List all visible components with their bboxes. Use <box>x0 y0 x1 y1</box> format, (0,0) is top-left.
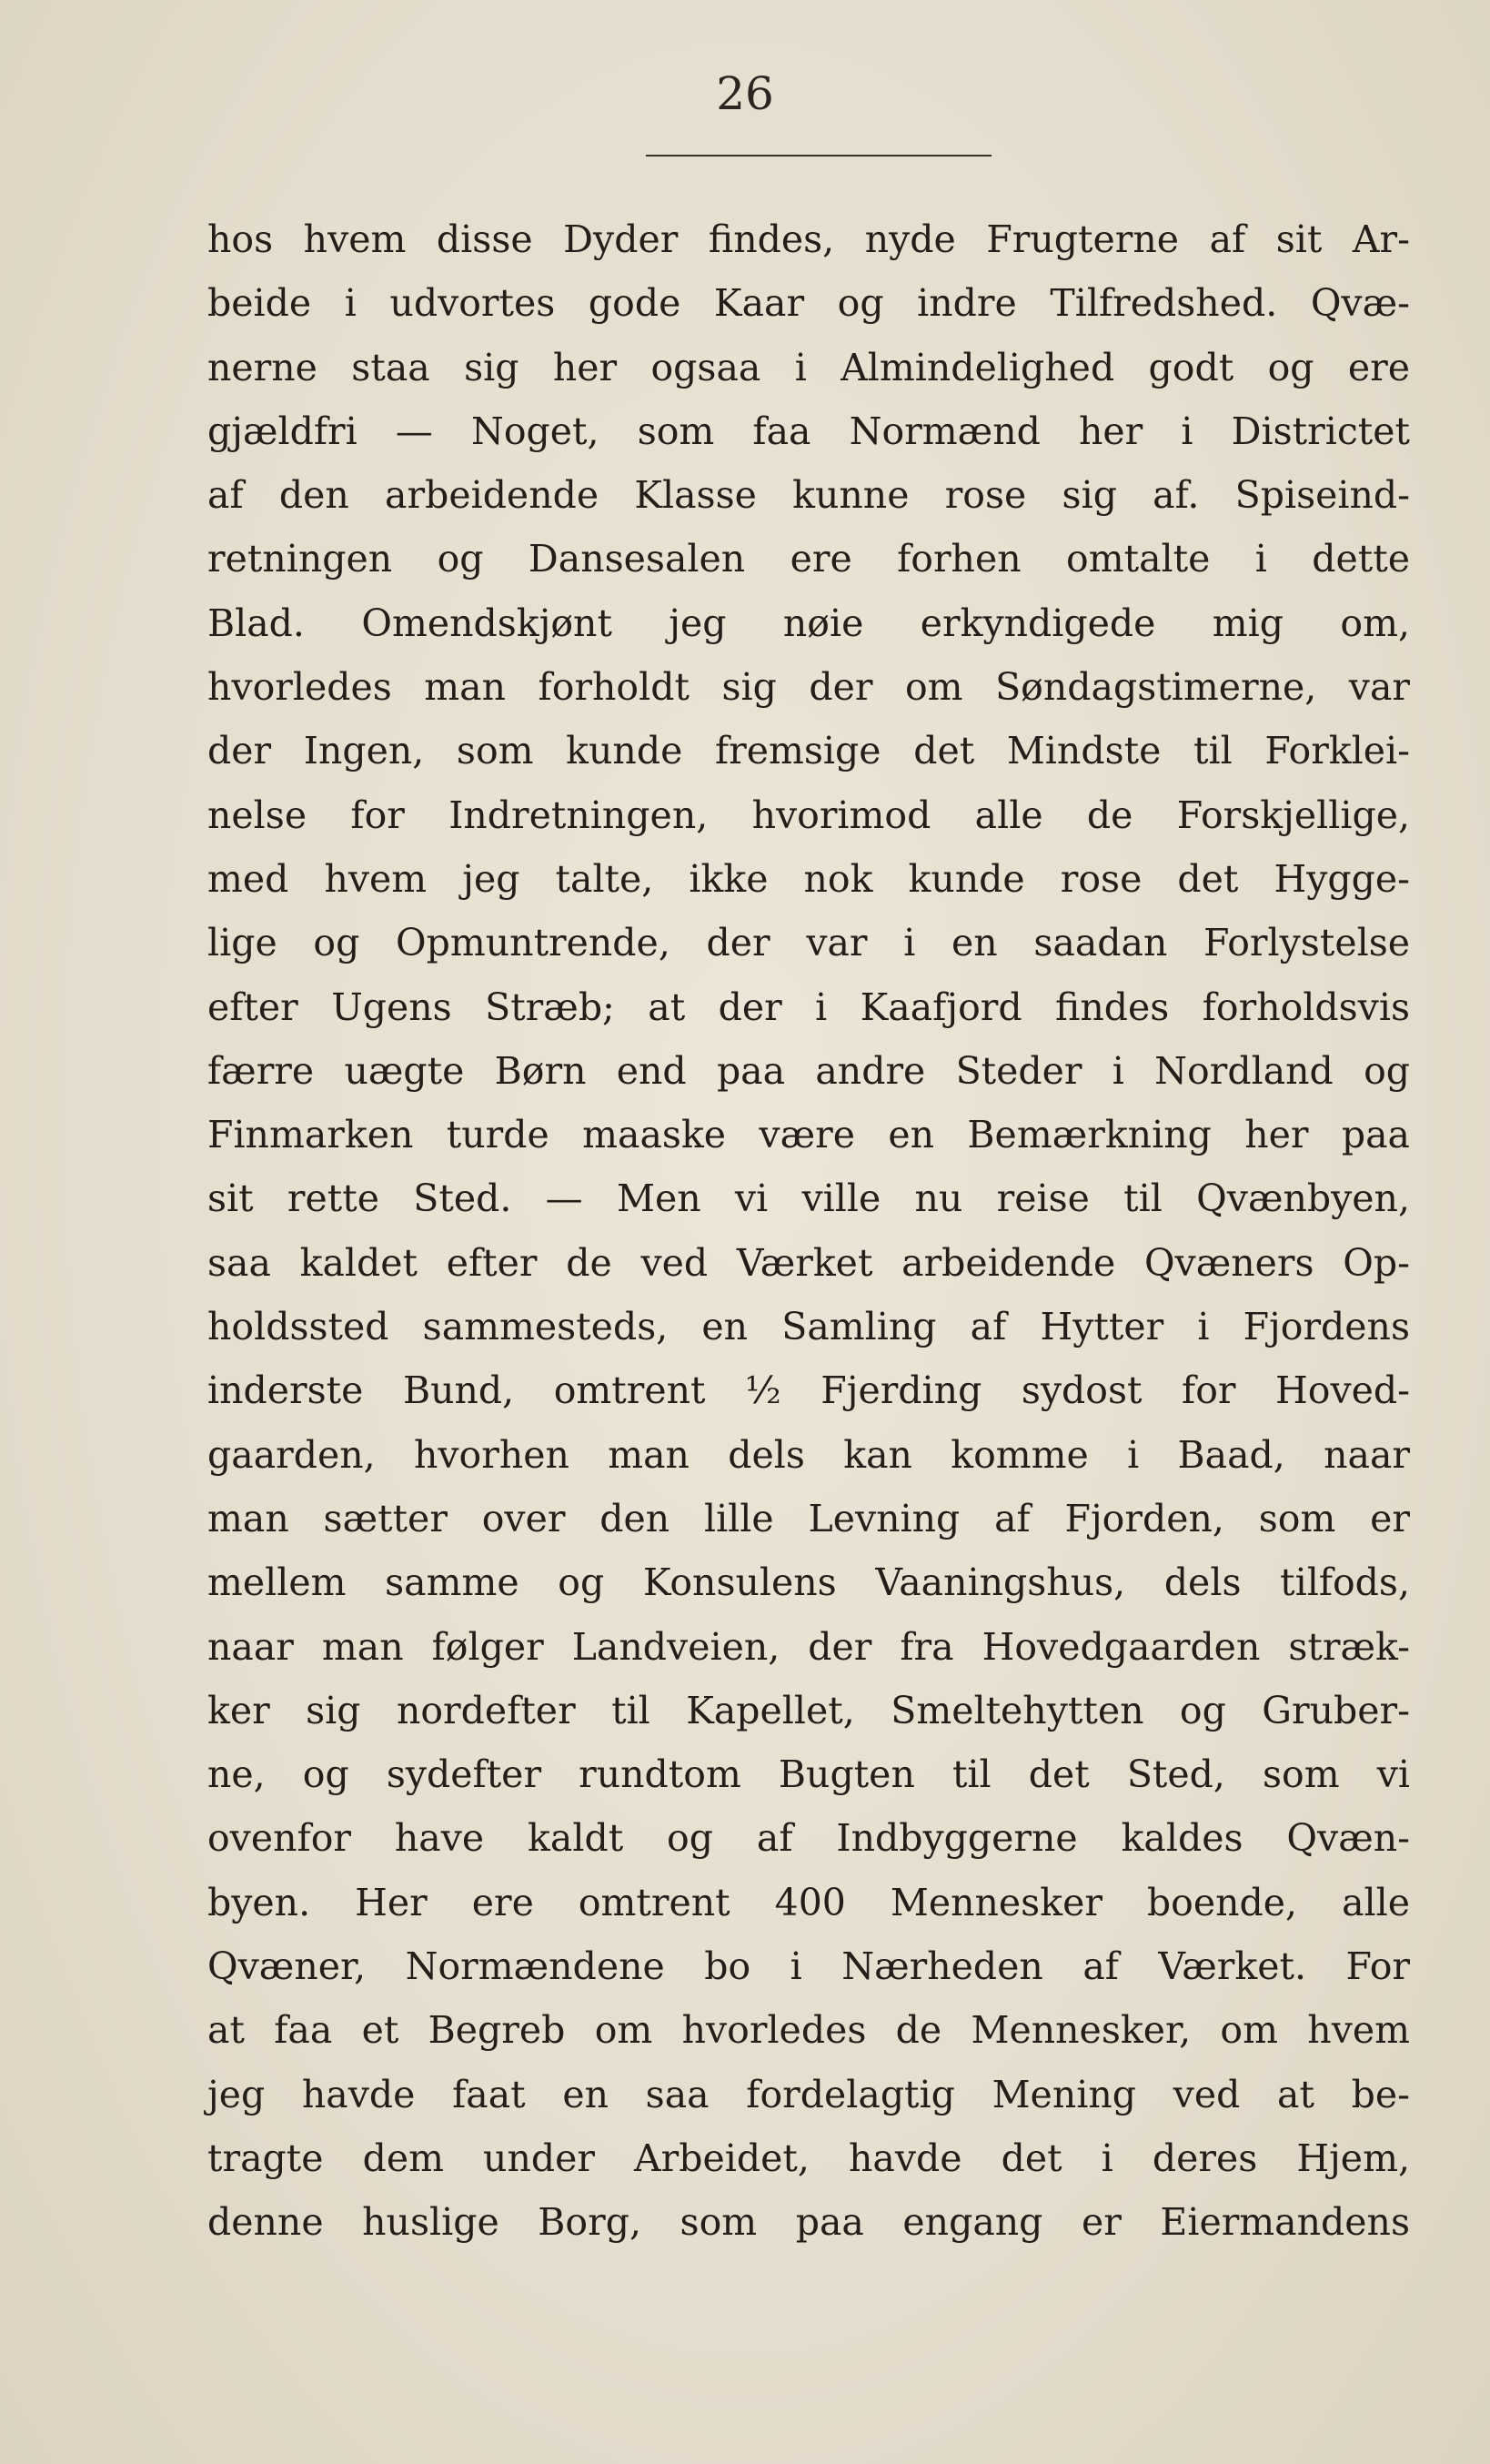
text-line: færre uægte Børn end paa andre Steder i Nordland og <box>207 1048 1410 1093</box>
text-line: mellem samme og Konsulens Vaaningshus, dels tilfods, <box>207 1560 1410 1605</box>
text-line: hvorledes man forholdt sig der om Søndagstimerne, var <box>207 665 1410 710</box>
text-line: jeg havde faat en saa fordelagtig Mening ved at be- <box>207 2072 1410 2116</box>
text-line: retningen og Dansesalen ere forhen omtalte i dette <box>207 537 1410 581</box>
text-line: ne, og sydefter rundtom Bugten til det Sted, som vi <box>207 1752 1410 1797</box>
text-line: hos hvem disse Dyder findes, nyde Frugterne af sit Ar- <box>207 217 1410 261</box>
text-line: man sætter over den lille Levning af Fjorden, som er <box>207 1496 1410 1540</box>
text-line: Finmarken turde maaske være en Bemærkning her paa <box>207 1113 1410 1157</box>
text-line: beide i udvortes gode Kaar og indre Tilfredshed. Qvæ- <box>207 281 1410 326</box>
text-line: ker sig nordefter til Kapellet, Smeltehytten og Gruber- <box>207 1688 1410 1732</box>
text-line: efter Ugens Stræb; at der i Kaafjord findes forholdsvis <box>207 985 1410 1029</box>
text-line: holdssted sammesteds, en Samling af Hytter i Fjordens <box>207 1305 1410 1349</box>
text-line: byen. Her ere omtrent 400 Mennesker boende, alle <box>207 1880 1410 1924</box>
text-line: tragte dem under Arbeidet, havde det i deres Hjem, <box>207 2136 1410 2180</box>
text-line: denne huslige Borg, som paa engang er Eiermandens <box>207 2200 1410 2245</box>
text-line: af den arbeidende Klasse kunne rose sig af. Spiseind- <box>207 473 1410 518</box>
text-line: gjældfri — Noget, som faa Normænd her i Districtet <box>207 409 1410 453</box>
text-line: inderste Bund, omtrent ½ Fjerding sydost for Hoved- <box>207 1368 1410 1413</box>
text-line: lige og Opmuntrende, der var i en saadan Forlystelse <box>207 921 1410 965</box>
page-number: 26 <box>716 67 774 120</box>
text-line: nerne staa sig her ogsaa i Almindelighed godt og ere <box>207 345 1410 389</box>
text-line: naar man følger Landveien, der fra Hovedgaarden stræk- <box>207 1624 1410 1669</box>
text-line: Blad. Omendskjønt jeg nøie erkyndigede mig om, <box>207 601 1410 645</box>
text-line: saa kaldet efter de ved Værket arbeidende Qvæners Op- <box>207 1240 1410 1285</box>
text-line: med hvem jeg talte, ikke nok kunde rose det Hygge- <box>207 856 1410 901</box>
text-line: gaarden, hvorhen man dels kan komme i Baad, naar <box>207 1432 1410 1477</box>
text-line: Qvæner, Normændene bo i Nærheden af Værket. For <box>207 1944 1410 1989</box>
text-line: ovenfor have kaldt og af Indbyggerne kaldes Qvæn- <box>207 1816 1410 1861</box>
text-line: at faa et Begreb om hvorledes de Mennesker, om hvem <box>207 2008 1410 2053</box>
header-rule <box>646 155 992 157</box>
text-line: sit rette Sted. — Men vi ville nu reise til Qvænbyen, <box>207 1176 1410 1221</box>
text-line: nelse for Indretningen, hvorimod alle de Forskjellige, <box>207 793 1410 837</box>
body-text <box>207 207 1410 2255</box>
text-line: der Ingen, som kunde fremsige det Mindste til Forklei- <box>207 729 1410 773</box>
